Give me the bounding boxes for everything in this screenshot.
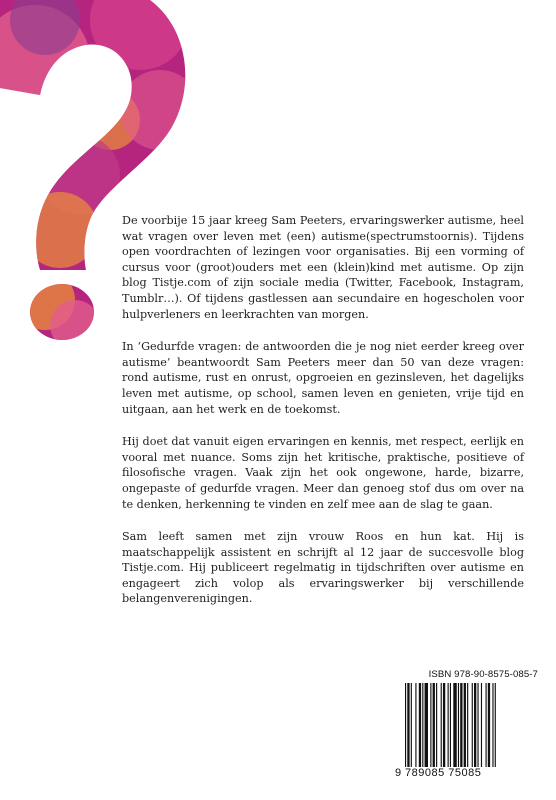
- barcode-bar: [422, 683, 423, 777]
- barcode-bar: [492, 683, 493, 777]
- barcode-bar: [443, 683, 445, 777]
- barcode-bar: [405, 683, 406, 777]
- blurb-paragraph: Sam leeft samen met zijn vrouw Roos en hun kat. Hij is maatschappelijk assistent en schrijft al 12 jaar de succesvolle blog Tistje.com. Hij publiceert regelmatig in tijdschriften over autisme en engageert zich volop als ervaringswerker bij verschillende belangenverenigingen.: [122, 530, 524, 606]
- barcode-bar: [488, 683, 490, 777]
- barcode-bar: [448, 683, 449, 777]
- barcode-bar: [407, 683, 409, 777]
- barcode-bar: [486, 683, 487, 777]
- barcode-bar: [450, 683, 451, 777]
- blurb-paragraph: Hij doet dat vanuit eigen ervaringen en kennis, met respect, eerlijk en vooral met nuance. Soms zijn het kritische, praktische, positieve of filosofische vragen. Vaak zijn het ook ongewone, harde, bizarre, ongepaste of gedurfde vragen. Meer dan genoeg stof dus om over na te denken, herkenning te vinden en zelf mee aan de slag te gaan.: [122, 435, 524, 511]
- barcode-bar: [474, 683, 476, 777]
- barcode-bar: [472, 683, 473, 777]
- barcode-bar: [425, 683, 428, 777]
- isbn-label: ISBN 978-90-8575-085-7: [428, 669, 538, 680]
- barcode-first-digit: 9: [395, 767, 402, 779]
- barcode-bar: [430, 683, 431, 777]
- barcode-bar: [495, 683, 496, 777]
- barcode-bar: [458, 683, 459, 777]
- barcode-bar: [441, 683, 442, 777]
- blurb-paragraph: De voorbije 15 jaar kreeg Sam Peeters, ervaringswerker autisme, heel wat vragen over leven met (een) autisme(spectrumstoornis). Tijdens open voordrachten of lezingen voor organisaties. Bij een vorming of cursus voor (groot)ouders met een (klein)kind met autisme. Op zijn blog Tistje.com of zijn sociale media (Twitter, Facebook, Instagram, Tumblr…). Of tijdens gastlessen aan secundaire en hogescholen voor hulpverleners en leerkrachten van morgen.: [122, 214, 524, 321]
- back-cover-blurb: [122, 213, 524, 624]
- blurb-paragraph: In ‘Gedurfde vragen: de antwoorden die je nog niet eerder kreeg over autisme’ beantwoordt Sam Peeters meer dan 50 van deze vragen: rond autisme, rust en onrust, opgroeien en gezinsleven, het dagelijks leven met autisme, op school, samen leven en genieten, vrije tijd en uitgaan, aan het werk en de toekomst.: [122, 340, 524, 416]
- barcode-bar: [436, 683, 437, 777]
- barcode-bar: [477, 683, 478, 777]
- barcode-icon: [395, 683, 538, 777]
- barcode-bar: [464, 683, 466, 777]
- barcode-bar: [411, 683, 412, 777]
- barcode-bar: [453, 683, 456, 777]
- barcode-bar: [467, 683, 468, 777]
- barcode-bar: [481, 683, 482, 777]
- barcode-bar: [433, 683, 435, 777]
- barcode-bar: [415, 683, 416, 777]
- barcode-bar: [419, 683, 421, 777]
- barcode-bar: [460, 683, 462, 777]
- barcode-digits: [395, 767, 538, 779]
- barcode-digit-groups: 789085 75085: [405, 767, 482, 779]
